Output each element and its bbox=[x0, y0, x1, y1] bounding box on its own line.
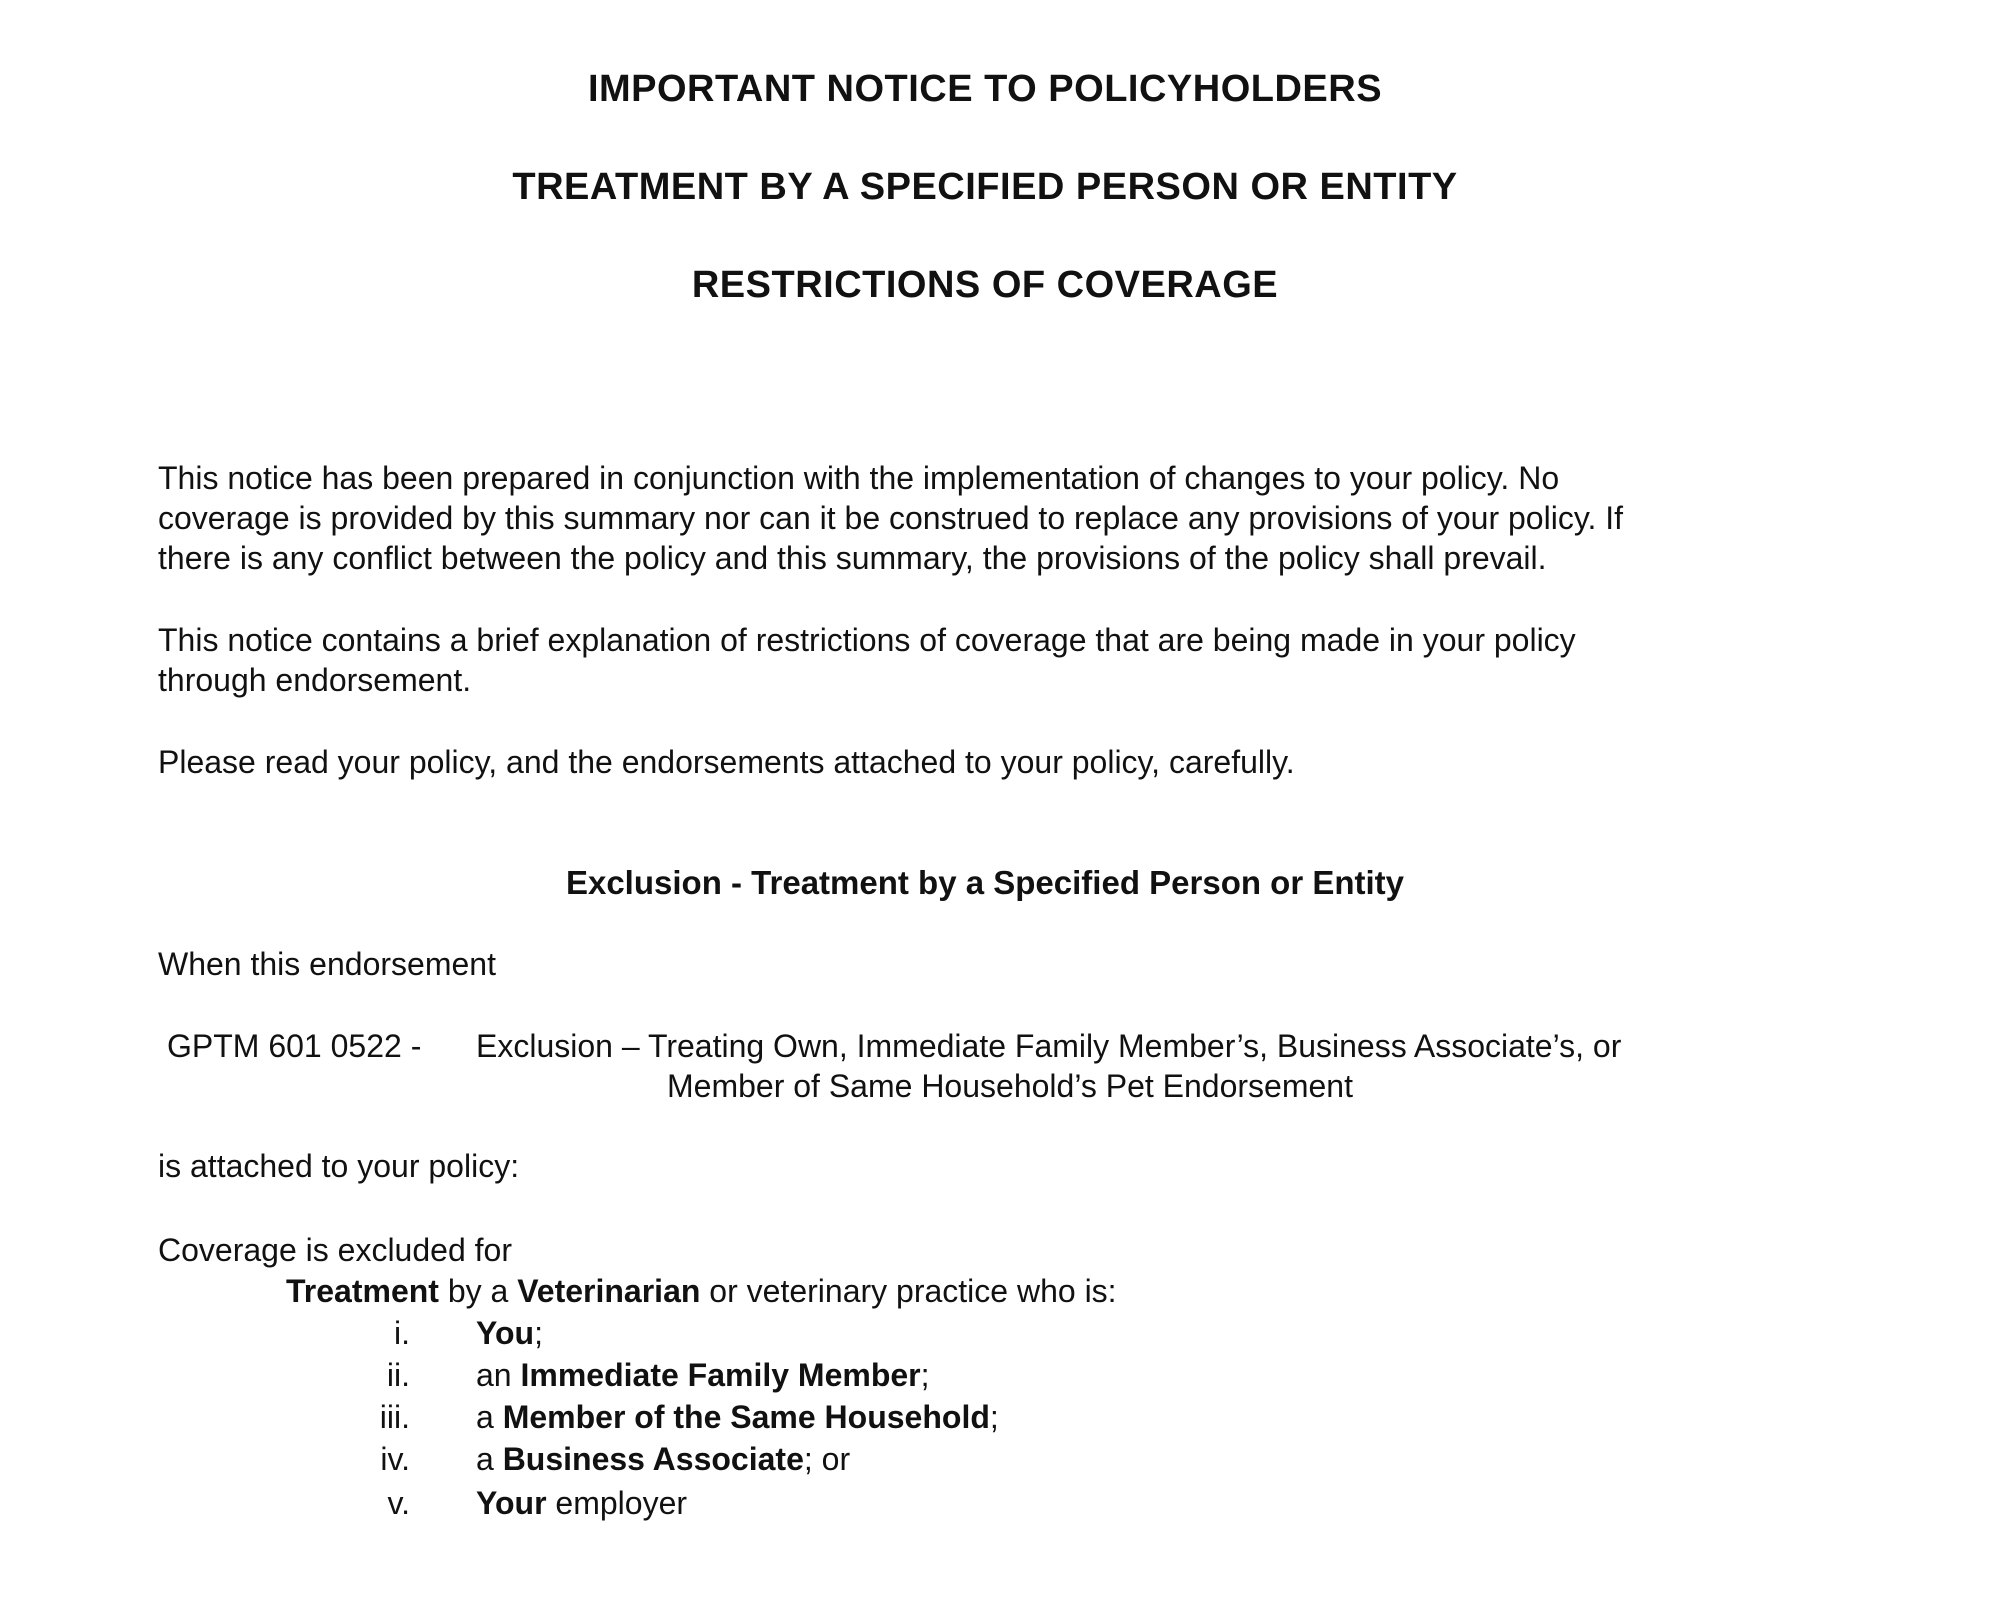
attached-text: is attached to your policy: bbox=[158, 1148, 520, 1184]
exclusion-heading: Exclusion - Treatment by a Specified Person or Entity bbox=[565, 864, 1405, 901]
when-endorsement-text: When this endorsement bbox=[158, 946, 496, 982]
list-numeral: iv. bbox=[380, 1441, 410, 1477]
explanation-line-1: This notice contains a brief explanation of restrictions of coverage that are being made in your policy bbox=[158, 622, 1576, 658]
intro-line-1: This notice has been prepared in conjunction with the implementation of changes to your policy. No bbox=[158, 460, 1560, 496]
endorsement-form-title-continued: Member of Same Household’s Pet Endorsement bbox=[667, 1068, 1353, 1104]
notice-subtitle: TREATMENT BY A SPECIFIED PERSON OR ENTITY bbox=[512, 166, 1458, 208]
notice-title: IMPORTANT NOTICE TO POLICYHOLDERS bbox=[587, 68, 1383, 110]
explanation-line-2: through endorsement. bbox=[158, 662, 472, 698]
intro-line-3: there is any conflict between the policy and this summary, the provisions of the policy shall prevail. bbox=[158, 540, 1547, 576]
list-numeral: i. bbox=[394, 1315, 410, 1351]
treatment-connector: by a bbox=[438, 1273, 518, 1309]
read-policy-paragraph: Please read your policy, and the endorsements attached to your policy, carefully. bbox=[158, 744, 1295, 780]
list-item-text: You; bbox=[476, 1315, 543, 1351]
explanation-paragraph bbox=[158, 620, 1838, 700]
list-item-text: Your employer bbox=[476, 1485, 688, 1521]
treatment-clause bbox=[286, 1271, 1117, 1311]
treatment-remainder: or veterinary practice who is: bbox=[700, 1273, 1117, 1309]
notice-subtitle-coverage: RESTRICTIONS OF COVERAGE bbox=[691, 264, 1279, 306]
list-numeral: iii. bbox=[379, 1399, 410, 1435]
list-item-text: a Business Associate; or bbox=[476, 1441, 851, 1477]
treatment-term: Treatment bbox=[286, 1273, 439, 1309]
veterinarian-term: Veterinarian bbox=[517, 1273, 701, 1309]
list-numeral: v. bbox=[387, 1485, 410, 1521]
endorsement-form-code: GPTM 601 0522 - bbox=[167, 1028, 422, 1064]
list-item-text: an Immediate Family Member; bbox=[476, 1357, 930, 1393]
coverage-excluded-text: Coverage is excluded for bbox=[158, 1232, 512, 1268]
list-numeral: ii. bbox=[386, 1357, 410, 1393]
endorsement-form-title: Exclusion – Treating Own, Immediate Family Member’s, Business Associate’s, or bbox=[476, 1028, 1622, 1064]
list-item-text: a Member of the Same Household; bbox=[476, 1399, 999, 1435]
intro-line-2: coverage is provided by this summary nor can it be construed to replace any provisions of your policy. If bbox=[158, 500, 1623, 536]
intro-paragraph bbox=[158, 458, 1838, 578]
